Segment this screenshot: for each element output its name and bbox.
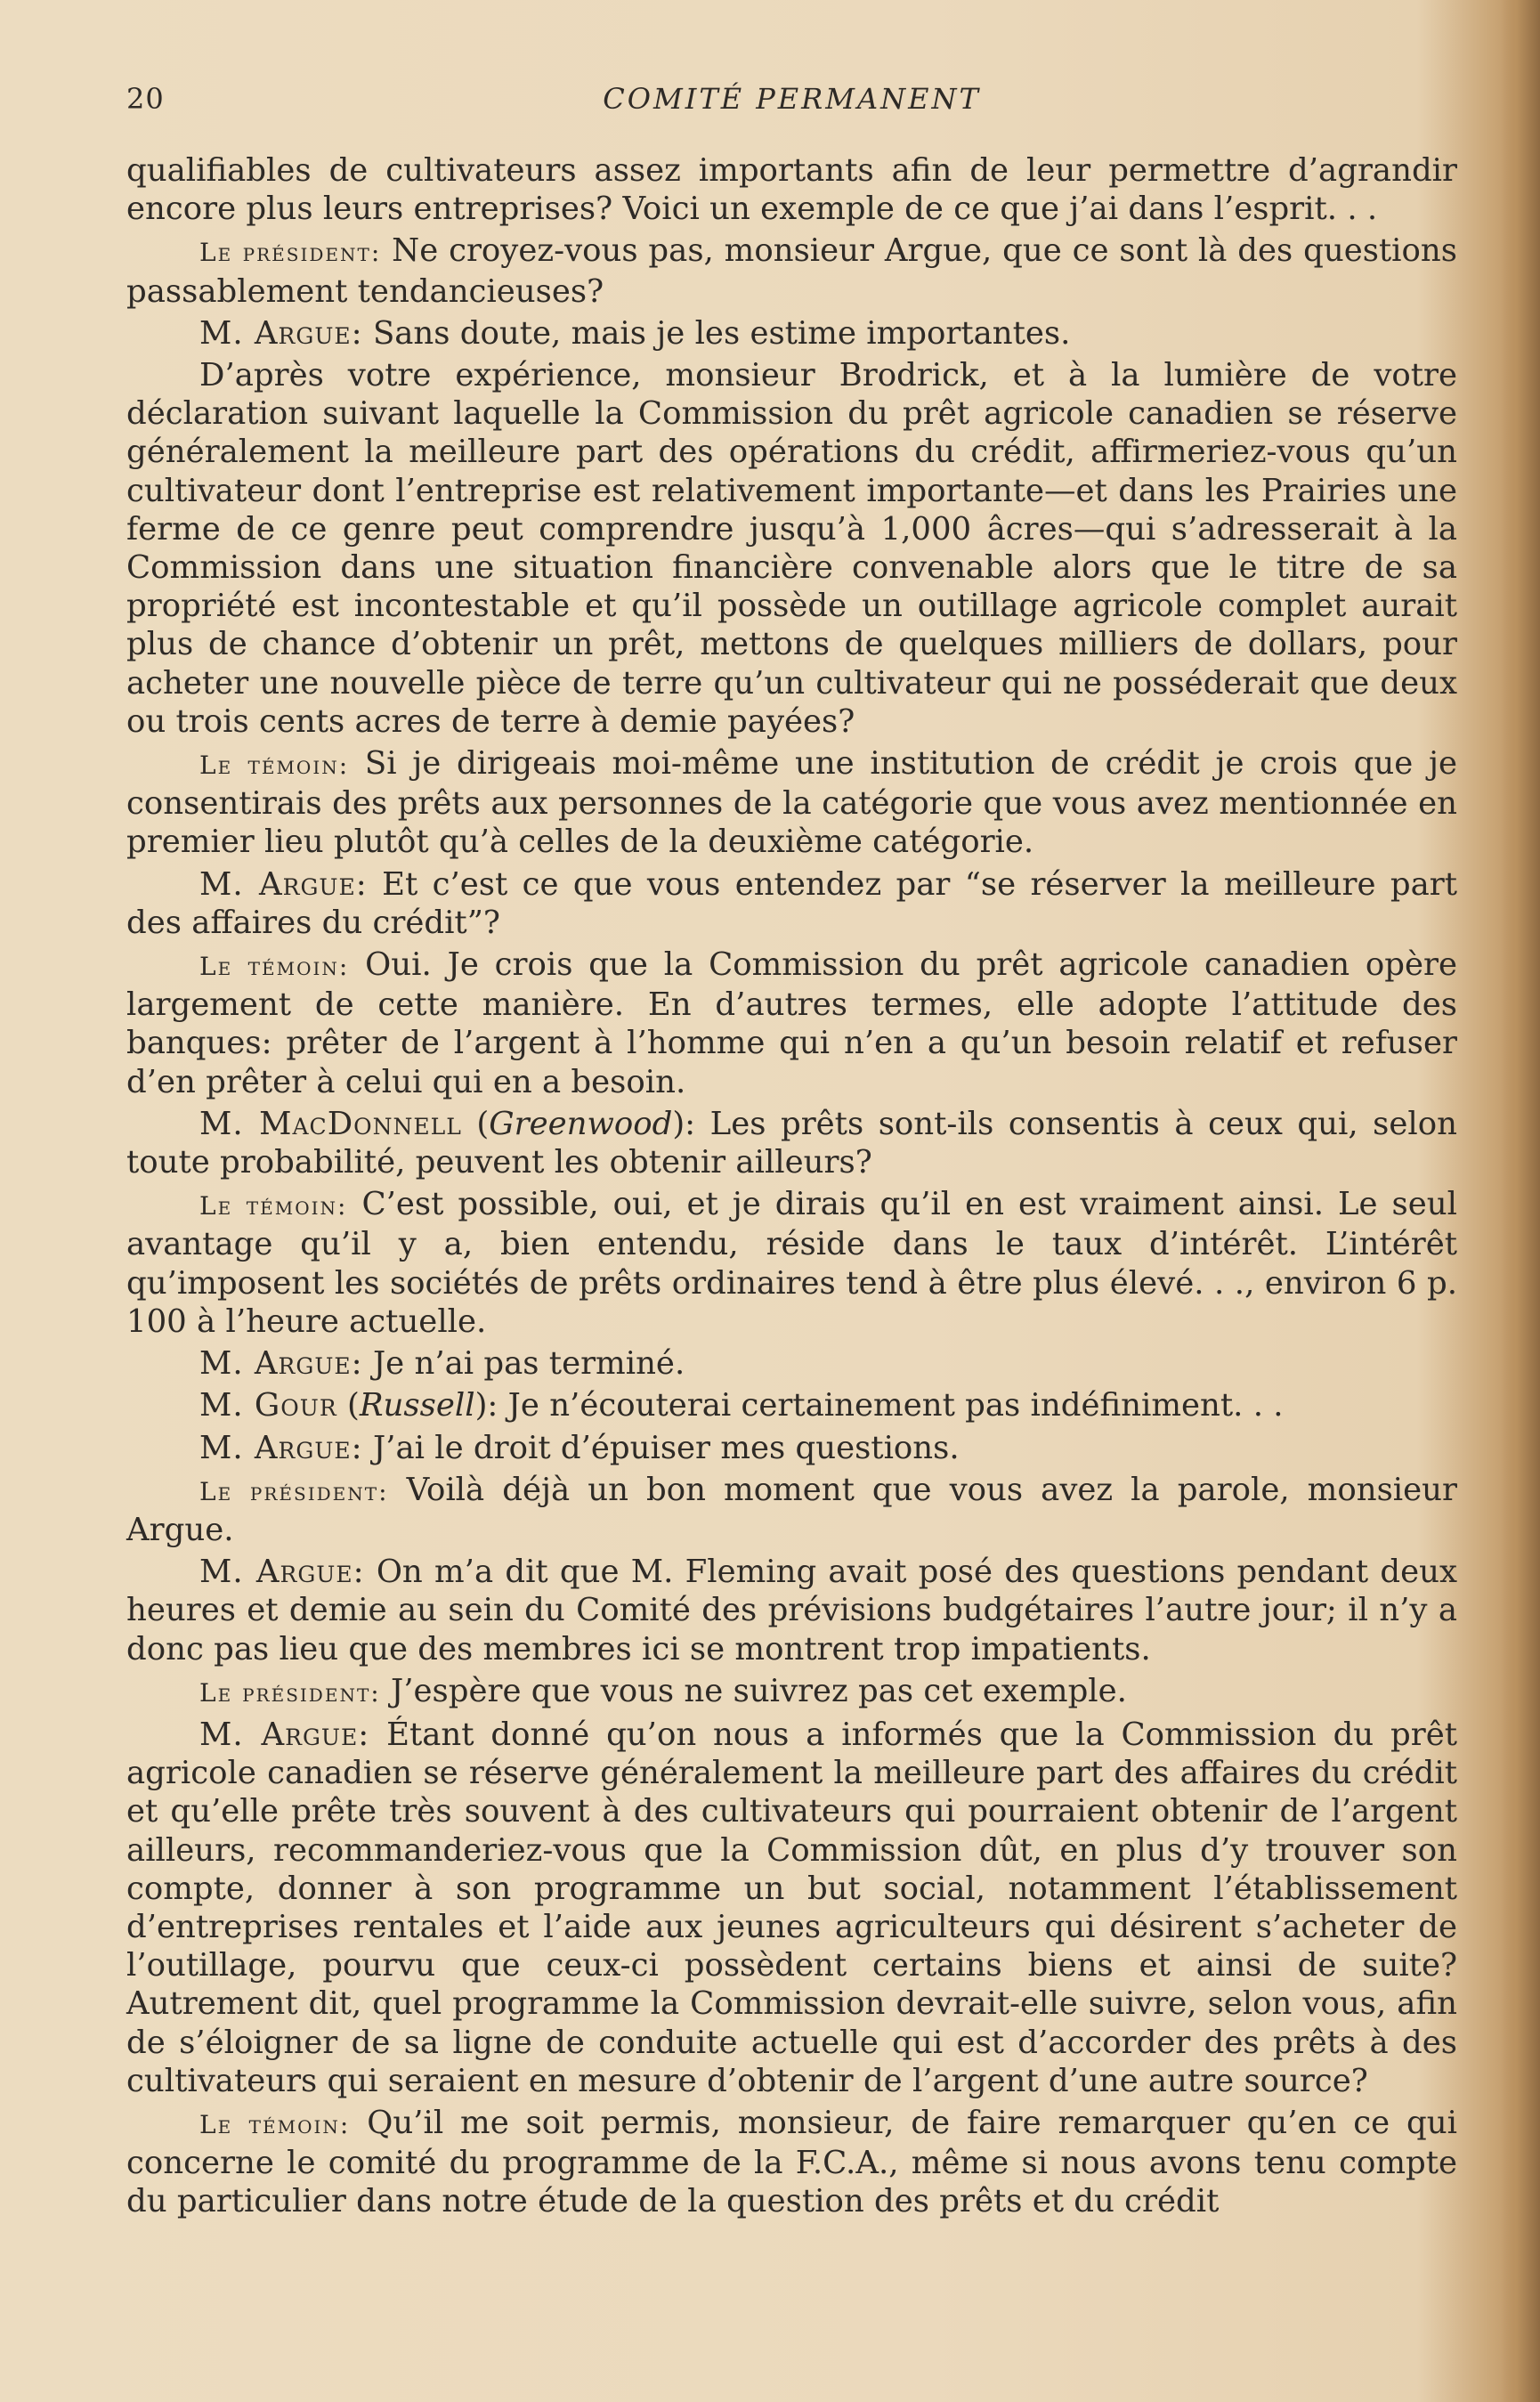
speaker-name: Le président:	[199, 1677, 381, 1708]
running-title: COMITÉ PERMANENT	[603, 82, 981, 116]
paragraph-text: Ne croyez-vous pas, monsieur Argue, que ce sont là des questions passablement tendancieuses?	[126, 232, 1457, 310]
speaker-name: Le témoin:	[199, 952, 350, 982]
speaker-name: M. MacDonnell	[199, 1105, 462, 1142]
speaker-riding: Russell	[359, 1387, 475, 1424]
speaker-name: M. Argue:	[199, 1345, 363, 1383]
speaker-name: Le témoin:	[199, 2109, 351, 2139]
transcript-paragraph	[126, 1672, 1457, 1712]
paragraph-text: Les prêts sont-ils consentis à ceux qui, selon toute probabilité, peuvent les obtenir ailleurs?	[126, 1105, 1457, 1181]
page-number: 20	[126, 82, 165, 116]
transcript-paragraph	[126, 945, 1457, 1101]
transcript-paragraph	[126, 151, 1457, 228]
transcript-paragraph	[126, 356, 1457, 741]
transcript-paragraph	[126, 1471, 1457, 1549]
transcript-paragraph	[126, 1344, 1457, 1383]
paragraph-text: J’espère que vous ne suivrez pas cet exemple.	[391, 1672, 1127, 1709]
transcript-paragraph	[126, 865, 1457, 942]
paragraph-text: Je n’écouterai certainement pas indéfiniment. . .	[507, 1387, 1284, 1424]
speaker-name: Le président:	[199, 1476, 389, 1506]
paragraph-text: Et c’est ce que vous entendez par “se réserver la meilleure part des affaires du crédit”?	[126, 865, 1457, 941]
paragraph-text: Étant donné qu’on nous a informés que la Commission du prêt agricole canadien se réserve généralement la meilleure part des affaires du crédit et qu’elle prête très souvent à des cultivateurs qui pourraient obtenir de l’argent ailleurs, recommanderiez-vous que la Commission dût, en plus d’y trouver son compte, donner à son programme un but social, notamment l’établissement d’entreprises rentales et l’aide aux jeunes agriculteurs qui désirent s’acheter de l’outillage, pourvu que ceux-ci possèdent certains biens et ainsi de suite? Autrement dit, quel programme la Commission devrait-elle suivre, selon vous, afin de s’éloigner de sa ligne de conduite actuelle qui est d’accorder des prêts à des cultivateurs qui seraient en mesure d’obtenir de l’argent d’une autre source?	[126, 1716, 1457, 2099]
speaker-name: Le témoin:	[199, 751, 350, 781]
paragraph-text: C’est possible, oui, et je dirais qu’il en est vraiment ainsi. Le seul avantage qu’il y a, bien entendu, réside dans le taux d’intérêt. L’intérêt qu’imposent les sociétés de prêts ordinaires tend à être plus élevé. . ., environ 6 p. 100 à l’heure actuelle.	[126, 1186, 1457, 1340]
speaker-name: M. Argue:	[199, 1429, 363, 1466]
speaker-name: Le témoin:	[199, 1191, 348, 1221]
paragraph-text: Voilà déjà un bon moment que vous avez la parole, monsieur Argue.	[126, 1471, 1457, 1548]
transcript-paragraph	[126, 744, 1457, 862]
speaker-name: M. Argue:	[199, 865, 368, 903]
paragraph-text: Qu’il me soit permis, monsieur, de faire remarquer qu’en ce qui concerne le comité du programme de la F.C.A., même si nous avons tenu compte du particulier dans notre étude de la question des prêts et du crédit	[126, 2104, 1457, 2220]
paragraph-text: Oui. Je crois que la Commission du prêt agricole canadien opère largement de cette manière. En d’autres termes, elle adopte l’attitude des banques: prêter de l’argent à l’homme qui n’en a qu’un besoin relatif et refuser d’en prêter à celui qui en a besoin.	[126, 946, 1457, 1100]
paragraph-text: D’après votre expérience, monsieur Brodrick, et à la lumière de votre déclaration suivant laquelle la Commission du prêt agricole canadien se réserve généralement la meilleure part des opérations du crédit, affirmeriez-vous qu’un cultivateur dont l’entreprise est relativement importante—et dans les Prairies une ferme de ce genre peut comprendre jusqu’à 1,000 âcres—qui s’adresserait à la Commission dans une situation financière convenable alors que le titre de sa propriété est incontestable et qu’il possède un outillage agricole complet aurait plus de chance d’obtenir un prêt, mettons de quelques milliers de dollars, pour acheter une nouvelle pièce de terre qu’un cultivateur qui ne posséderait que deux ou trois cents acres de terre à demie payées?	[126, 357, 1457, 740]
paragraph-text: Je n’ai pas terminé.	[372, 1345, 685, 1383]
speaker-name: M. Argue:	[199, 1716, 370, 1753]
paragraph-text: Si je dirigeais moi-même une institution de crédit je crois que je consentirais des prêts aux personnes de la catégorie que vous avez mentionnée en premier lieu plutôt qu’à celles de la deuxième catégorie.	[126, 745, 1457, 861]
transcript-paragraph	[126, 1553, 1457, 1668]
transcript-paragraph	[126, 231, 1457, 310]
paragraph-text: qualifiables de cultivateurs assez importants afin de leur permettre d’agrandir encore plus leurs entreprises? Voici un exemple de ce que j’ai dans l’esprit. . .	[126, 152, 1457, 228]
transcript-body	[126, 151, 1457, 2225]
page-header	[126, 82, 1457, 126]
transcript-paragraph: M. MacDonnell (Greenwood): Les prêts sont-ils consentis à ceux qui, selon toute probabilité, peuvent les obtenir ailleurs?	[126, 1105, 1457, 1181]
transcript-paragraph	[126, 314, 1457, 353]
transcript-paragraph	[126, 1716, 1457, 2100]
speaker-name: M. Argue:	[199, 314, 363, 352]
speaker-name: M. Argue:	[199, 1554, 365, 1591]
transcript-paragraph: M. Gour (Russell): Je n’écouterai certainement pas indéfiniment. . .	[199, 1387, 1284, 1424]
speaker-name: M. Gour	[199, 1387, 337, 1424]
speaker-riding: Greenwood	[489, 1105, 673, 1142]
transcript-paragraph	[126, 1185, 1457, 1341]
paragraph-text: Sans doute, mais je les estime importantes.	[372, 314, 1071, 352]
speaker-name: Le président:	[199, 238, 382, 268]
book-spine-shadow	[1501, 0, 1540, 2402]
transcript-paragraph	[126, 1429, 1457, 1467]
paragraph-text: On m’a dit que M. Fleming avait posé des questions pendant deux heures et demie au sein du Comité des prévisions budgétaires l’autre jour; il n’y a donc pas lieu que des membres ici se montrent trop impatients.	[126, 1554, 1457, 1668]
transcript-paragraph	[126, 2104, 1457, 2221]
paragraph-text: J’ai le droit d’épuiser mes questions.	[372, 1429, 960, 1466]
